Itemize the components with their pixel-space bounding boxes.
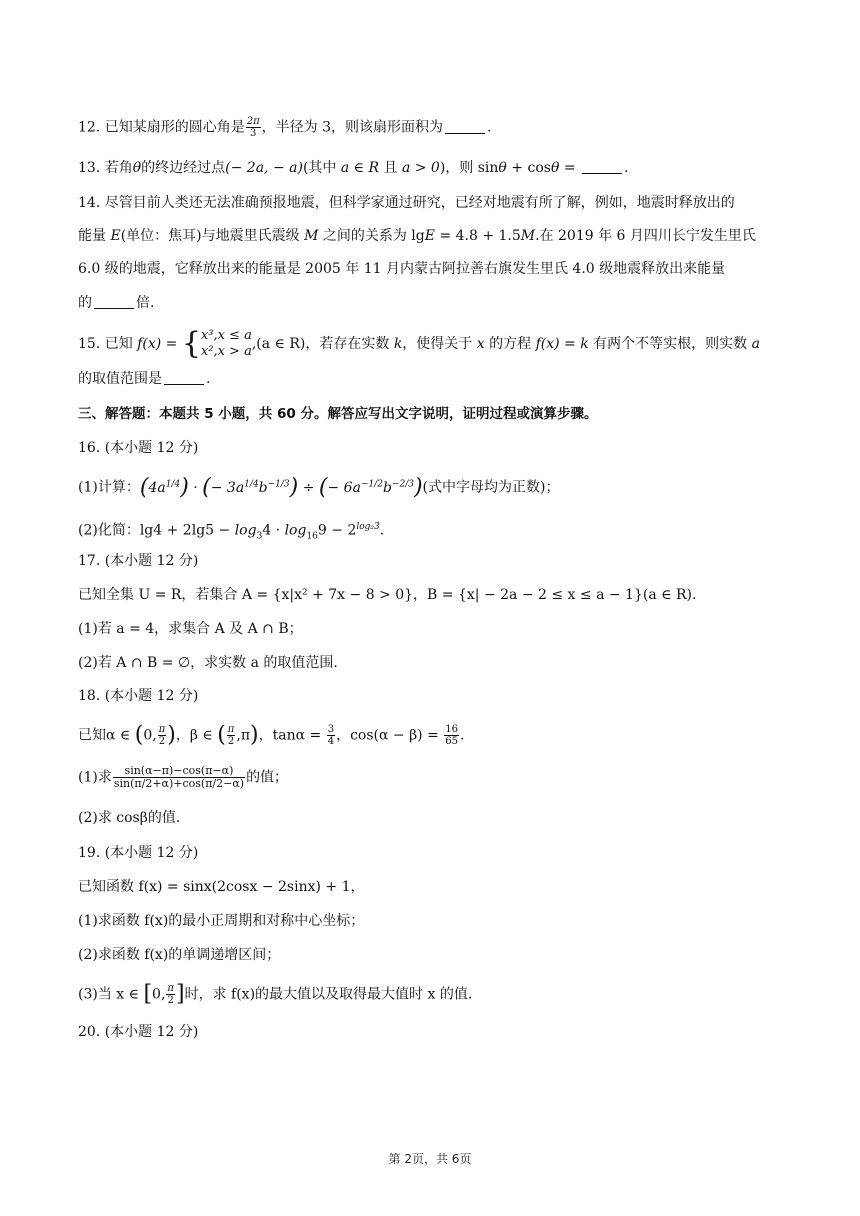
- q16-t5: 9 − 2: [317, 522, 357, 539]
- q14-t7: 倍.: [136, 295, 155, 311]
- q16-log2: log: [284, 522, 307, 539]
- q14-t5: .在 2019 年 6 月四川长宁发生里氏: [535, 228, 756, 244]
- q18-pi-num: π: [158, 724, 166, 735]
- q16-part1: [78, 474, 782, 498]
- q19-line2: (1)求函数 f(x)的最小正周期和对称中心坐标；: [78, 913, 365, 929]
- q12-text: 12. 已知某扇形的圆心角是: [78, 119, 245, 136]
- brace-glyph: {: [181, 326, 201, 361]
- q13-text: 13. 若角: [78, 160, 133, 176]
- q12-text-2: ，半径为 3，则该扇形面积为: [261, 119, 444, 136]
- q16-expression: $(4a^{1/4})$ · (− $3a^{1/4}b^{-1/3}$) ÷ (− $6a^{-1/2}b^{-2/3}$): [139, 474, 423, 500]
- q15-case2: x²,x > a: [200, 344, 252, 359]
- q15-t5: 有两个不等实根，则实数: [588, 336, 752, 352]
- q16-log1: log: [234, 522, 257, 539]
- q16-base1: 3: [256, 531, 263, 542]
- q12-frac-den: 3: [250, 128, 257, 139]
- q18-big-num: sin(α−π)−cos(π−α): [113, 765, 245, 778]
- q18-t4: ，cos(α − β) =: [336, 727, 444, 744]
- q16-part2: [78, 517, 782, 546]
- q19-t2: 时，求 f(x)的最大值以及取得最大值时 x 的值.: [184, 986, 473, 1003]
- q13-text-4: 且: [379, 160, 402, 176]
- q19-line1: 已知函数 f(x) = sinx(2cosx − 2sinx) + 1，: [78, 879, 365, 895]
- q14-M2: M: [520, 228, 536, 244]
- q17-heading: 17. (本小题 12 分): [78, 553, 199, 569]
- q19-pi-num: π: [167, 983, 174, 994]
- q13-text-7: =: [559, 160, 581, 176]
- q12-end: .: [487, 119, 492, 136]
- q15-t6: 的取值范围是: [78, 371, 162, 387]
- q18-big-fraction: [113, 765, 245, 790]
- q15-t7: .: [206, 371, 211, 387]
- q19-t1: (3)当 x ∈: [78, 986, 144, 1003]
- q15-t2: ,(a ∈ R)，若存在实数: [251, 336, 394, 352]
- q20-heading: 20. (本小题 12 分): [78, 1024, 199, 1040]
- q18-end: .: [460, 727, 465, 744]
- q19-line3: (2)求函数 f(x)的单调递增区间；: [78, 947, 281, 963]
- q16-end: .: [379, 522, 385, 539]
- answer-blank: [582, 159, 622, 174]
- q16-t2: (式中字母均为正数)；: [422, 479, 560, 496]
- q14-line3: 6.0 级的地震，它释放出来的能量是 2005 年 11 月内蒙古阿拉善右旗发生里氏 4.0 级地震释放出来能量: [78, 261, 726, 277]
- q15-line2: [78, 369, 782, 389]
- piecewise-cases: [201, 328, 252, 360]
- q14-t3: 之间的关系为 lg: [318, 228, 425, 244]
- q13-text-5: )，则 sin: [439, 160, 499, 176]
- q12-fraction: [246, 116, 261, 139]
- question-13: [78, 158, 782, 178]
- q19-line4: (3)当 x ∈ [0, $\frac{\pi}{2}$ ]时，求 f(x)的最大值以及取得最大值时 x 的值.: [78, 981, 473, 1007]
- q14-line2: [78, 226, 782, 246]
- q18-cos-num: 16: [445, 724, 458, 735]
- q14-t6: 的: [78, 295, 92, 311]
- q18-pi-den-2: 2: [227, 736, 235, 747]
- q14-M: M: [304, 228, 319, 244]
- q13-text-3: (其中: [302, 160, 341, 176]
- q17-line2: (1)若 a = 4，求集合 A 及 A ∩ B；: [78, 621, 303, 637]
- q18-line3: (2)求 cosβ的值.: [78, 810, 181, 826]
- q14-line4: [78, 293, 782, 313]
- q18-cos-den: 65: [445, 736, 458, 747]
- q18-t3: ，tanα =: [258, 727, 326, 744]
- q16-t3: (2)化简：lg4 + 2lg5 −: [78, 522, 235, 539]
- q15-eq: f(x) = k: [535, 336, 589, 352]
- q14-E: E: [110, 228, 121, 244]
- q18-t5: (1)求: [78, 769, 112, 786]
- q14-t1: 能量: [78, 228, 111, 244]
- q13-theta-2: θ: [498, 160, 507, 176]
- question-12: [78, 116, 782, 139]
- q18-tan-den: 4: [327, 736, 335, 747]
- q15-t1: 15. 已知: [78, 336, 138, 352]
- q13-theta: θ: [132, 160, 142, 176]
- q16-exp: log₂3: [356, 522, 380, 532]
- q16-heading: 16. (本小题 12 分): [78, 440, 199, 456]
- q16-base2: 16: [306, 531, 318, 542]
- q17-line3: (2)若 A ∩ B = ∅，求实数 a 的取值范围.: [78, 655, 338, 671]
- question-15: [78, 328, 782, 360]
- q15-k: k: [393, 336, 403, 352]
- q14-line1: 14. 尽管目前人类还无法准确预报地震，但科学家通过研究，已经对地震有所了解，例如，地震时释放出的: [78, 195, 735, 211]
- q13-point: (− 2a, − a): [225, 160, 303, 176]
- q18-t1: 已知α ∈: [78, 727, 135, 744]
- q18-big-den: sin(π/2+α)+cos(π/2−α): [113, 777, 245, 790]
- q18-heading: 18. (本小题 12 分): [78, 688, 199, 704]
- q13-cond: a ∈ R: [340, 160, 380, 176]
- q14-t4: = 4.8 + 1.5: [434, 228, 521, 244]
- q16-t4: 4 ·: [262, 522, 285, 539]
- q18-tan-num: 3: [327, 724, 335, 735]
- q15-t3: ，使得关于: [402, 336, 477, 352]
- q15-t4: 的方程: [484, 336, 536, 352]
- q15-case1: x³,x ≤ a: [200, 328, 252, 343]
- q18-line2: [78, 765, 782, 790]
- q15-fx: f(x) =: [137, 336, 182, 352]
- q12-frac-num: 2π: [246, 116, 260, 127]
- q15-a: a: [751, 336, 760, 352]
- answer-blank: [445, 119, 485, 134]
- q13-text-2: 的终边经过点: [141, 160, 226, 176]
- q16-t1: (1)计算：: [78, 479, 140, 496]
- q19-heading: 19. (本小题 12 分): [78, 845, 199, 861]
- q13-cond2: a > 0: [401, 160, 440, 176]
- q13-end: .: [624, 160, 629, 176]
- answer-blank: [164, 370, 204, 385]
- q18-t6: 的值；: [246, 769, 289, 786]
- q18-line1: 已知α ∈ (0, $\frac{\pi}{2}$ )，β ∈ ( $\frac{\pi}{2}$ ,π)，tanα = $\frac{3}{4}$ ，cos(α − β) = $\frac{16}{65}$ .: [78, 722, 465, 748]
- q14-E2: E: [424, 228, 435, 244]
- q19-pi-den: 2: [167, 995, 174, 1006]
- q18-t2: ，β ∈: [175, 727, 218, 744]
- q13-text-6: + cos: [506, 160, 551, 176]
- q14-t2: (单位：焦耳)与地震里氏震级: [120, 228, 305, 244]
- q13-theta-3: θ: [550, 160, 560, 176]
- q18-pi-den: 2: [158, 736, 166, 747]
- answer-blank: [94, 294, 134, 309]
- q17-line1: 已知全集 U = R，若集合 A = {x|x² + 7x − 8 > 0}，B = {x| − 2a − 2 ≤ x ≤ a − 1}(a ∈ R).: [78, 587, 697, 603]
- q18-pi-num-2: π: [227, 724, 235, 735]
- page-footer: 第 2页，共 6页: [388, 1152, 472, 1166]
- section-heading: 三、解答题：本题共 5 小题，共 60 分。解答应写出文字说明，证明过程或演算步骤。: [78, 406, 598, 422]
- q15-x: x: [476, 336, 485, 352]
